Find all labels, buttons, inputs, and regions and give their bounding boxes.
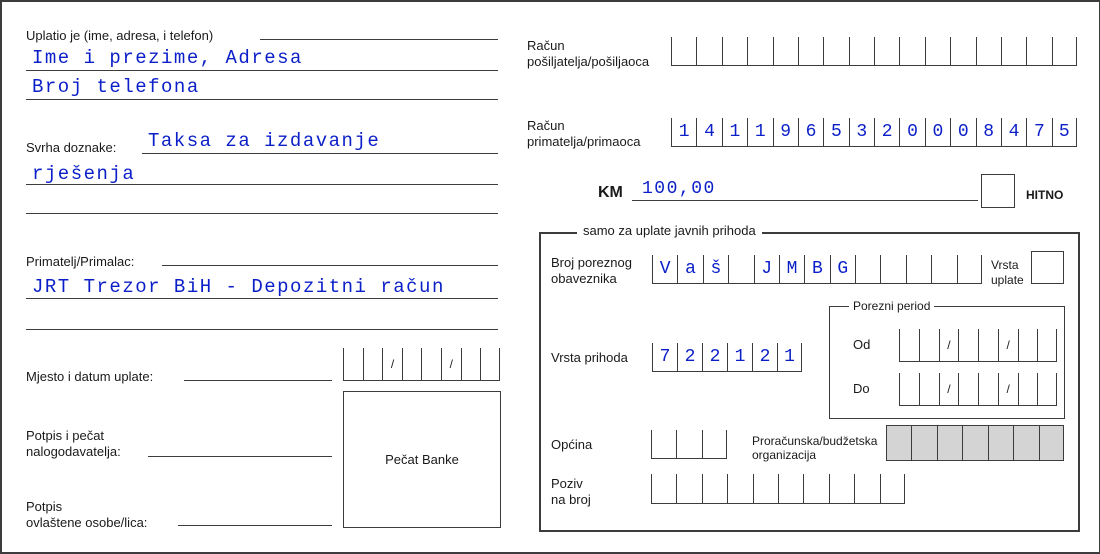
- revenue-type-cell[interactable]: 1: [777, 343, 802, 372]
- purpose-field-1[interactable]: Taksa za izdavanje: [148, 130, 381, 152]
- recipient-account-cell[interactable]: 9: [773, 118, 798, 147]
- budget-org-label-2: organizacija: [752, 448, 817, 462]
- revenue-type-cell[interactable]: 7: [652, 343, 677, 372]
- purpose-field-2[interactable]: rješenja: [32, 163, 136, 185]
- sender-account-cell[interactable]: [950, 37, 975, 66]
- revenue-type-boxes[interactable]: [652, 343, 802, 372]
- period-to-cell[interactable]: [1018, 373, 1038, 406]
- payer-phone-field[interactable]: Broj telefona: [32, 76, 200, 98]
- municipality-cell[interactable]: [651, 430, 676, 459]
- date-month-1[interactable]: [402, 348, 422, 381]
- sender-account-cell[interactable]: [899, 37, 924, 66]
- municipality-cell[interactable]: [702, 430, 727, 459]
- date-slash-1: /: [390, 357, 395, 371]
- amount-line: [632, 200, 978, 201]
- recipient-line-2: [26, 329, 498, 330]
- payer-label: Uplatio je (ime, adresa, i telefon): [26, 28, 214, 43]
- period-from-cell[interactable]: [978, 329, 998, 362]
- purpose-label: Svrha doznake:: [26, 140, 117, 155]
- recipient-account-cell[interactable]: 6: [798, 118, 823, 147]
- signature-payer-label-2: nalogodavatelja:: [26, 444, 121, 459]
- signature-payer-line: [148, 456, 332, 457]
- purpose-line-1: [142, 153, 498, 154]
- sender-account-cell[interactable]: [1001, 37, 1026, 66]
- sender-account-cell[interactable]: [798, 37, 823, 66]
- reference-cell[interactable]: [880, 474, 905, 504]
- period-from-cell[interactable]: [958, 329, 978, 362]
- payment-type-box[interactable]: [1031, 251, 1064, 284]
- recipient-account-cell[interactable]: 7: [1026, 118, 1051, 147]
- sender-account-cell[interactable]: [823, 37, 848, 66]
- period-to-cell[interactable]: [1037, 373, 1057, 406]
- recipient-account-cell[interactable]: 1: [747, 118, 772, 147]
- taxpayer-number-boxes[interactable]: [652, 255, 982, 284]
- recipient-account-boxes[interactable]: [671, 118, 1077, 147]
- reference-cell[interactable]: [803, 474, 828, 504]
- taxpayer-cell[interactable]: J: [754, 255, 779, 284]
- reference-cell[interactable]: [651, 474, 676, 504]
- period-to-cell[interactable]: [978, 373, 998, 406]
- period-to-cell[interactable]: [958, 373, 978, 406]
- recipient-account-label-1: Račun: [527, 118, 565, 133]
- place-date-line: [184, 380, 332, 381]
- reference-cell[interactable]: [676, 474, 701, 504]
- recipient-label-line: [162, 265, 498, 266]
- sender-account-cell[interactable]: [874, 37, 899, 66]
- reference-cell[interactable]: [753, 474, 778, 504]
- period-to-boxes[interactable]: [899, 373, 1057, 406]
- recipient-account-cell[interactable]: 8: [976, 118, 1001, 147]
- date-year-1[interactable]: [461, 348, 481, 381]
- budget-org-cell[interactable]: [911, 426, 936, 461]
- period-from-cell: [998, 329, 1018, 362]
- taxpayer-cell[interactable]: [880, 255, 905, 284]
- sender-account-cell[interactable]: [773, 37, 798, 66]
- period-from-slash: /: [947, 338, 951, 352]
- date-year-2[interactable]: [480, 348, 500, 381]
- payer-name-address-field[interactable]: Ime i prezime, Adresa: [32, 47, 303, 69]
- budget-org-label-1: Proračunska/budžetska: [752, 434, 878, 448]
- period-to-slash: /: [947, 382, 951, 396]
- reference-cell[interactable]: [829, 474, 854, 504]
- period-from-cell[interactable]: [1018, 329, 1038, 362]
- period-from-cell: [939, 329, 959, 362]
- sender-account-cell[interactable]: [849, 37, 874, 66]
- recipient-account-cell[interactable]: 1: [722, 118, 747, 147]
- revenue-type-cell[interactable]: 1: [727, 343, 752, 372]
- municipality-boxes[interactable]: [651, 430, 727, 459]
- taxpayer-cell[interactable]: [906, 255, 931, 284]
- recipient-account-label-2: primatelja/primaoca: [527, 134, 641, 149]
- date-day-2[interactable]: [363, 348, 383, 381]
- sender-account-cell[interactable]: [696, 37, 721, 66]
- taxpayer-cell[interactable]: š: [703, 255, 728, 284]
- taxpayer-cell[interactable]: V: [652, 255, 677, 284]
- taxpayer-cell[interactable]: M: [779, 255, 804, 284]
- recipient-account-cell[interactable]: 5: [1052, 118, 1077, 147]
- urgent-checkbox[interactable]: [981, 174, 1015, 208]
- public-revenue-legend: samo za uplate javnih prihoda: [577, 223, 762, 239]
- budget-org-cell[interactable]: [988, 426, 1013, 461]
- signature-payer-label-1: Potpis i pečat: [26, 428, 105, 443]
- amount-field[interactable]: 100,00: [642, 179, 716, 199]
- reference-cell[interactable]: [778, 474, 803, 504]
- budget-org-cell[interactable]: [937, 426, 962, 461]
- date-boxes[interactable]: [343, 348, 500, 381]
- payment-type-label-2: uplate: [991, 273, 1024, 287]
- taxpayer-label-2: obaveznika: [551, 271, 617, 286]
- reference-cell[interactable]: [702, 474, 727, 504]
- recipient-account-cell[interactable]: 4: [1001, 118, 1026, 147]
- sender-account-cell[interactable]: [925, 37, 950, 66]
- payer-line-2: [26, 99, 498, 100]
- reference-label-2: na broj: [551, 492, 591, 507]
- municipality-label: Općina: [551, 437, 593, 452]
- revenue-type-cell[interactable]: 2: [702, 343, 727, 372]
- taxpayer-cell[interactable]: [855, 255, 880, 284]
- period-from-label: Od: [853, 337, 871, 352]
- period-from-boxes[interactable]: [899, 329, 1057, 362]
- place-date-label: Mjesto i datum uplate:: [26, 369, 154, 384]
- date-month-2[interactable]: [421, 348, 441, 381]
- reference-cell[interactable]: [854, 474, 879, 504]
- recipient-account-cell[interactable]: 5: [823, 118, 848, 147]
- taxpayer-cell[interactable]: a: [677, 255, 702, 284]
- recipient-field[interactable]: JRT Trezor BiH - Depozitni račun: [32, 276, 445, 298]
- sender-account-cell[interactable]: [722, 37, 747, 66]
- sender-account-label-1: Račun: [527, 38, 565, 53]
- recipient-line-1: [26, 298, 498, 299]
- municipality-cell[interactable]: [676, 430, 701, 459]
- taxpayer-cell[interactable]: [957, 255, 982, 284]
- recipient-account-cell[interactable]: 1: [671, 118, 696, 147]
- period-to-cell[interactable]: [919, 373, 939, 406]
- revenue-type-label: Vrsta prihoda: [551, 350, 628, 365]
- sender-account-cell[interactable]: [1052, 37, 1077, 66]
- bank-stamp-label: Pečat Banke: [385, 452, 459, 467]
- period-from-cell[interactable]: [899, 329, 919, 362]
- tax-period-legend: Porezni period: [849, 298, 934, 314]
- urgent-label: HITNO: [1026, 188, 1064, 202]
- revenue-type-cell[interactable]: 2: [677, 343, 702, 372]
- bank-stamp-box: [343, 391, 501, 528]
- currency-label: KM: [598, 184, 623, 201]
- payer-label-line: [260, 39, 498, 40]
- purpose-line-2: [26, 184, 498, 185]
- purpose-line-3: [26, 213, 498, 214]
- recipient-label: Primatelj/Primalac:: [26, 254, 135, 269]
- taxpayer-label-1: Broj poreznog: [551, 255, 632, 270]
- reference-number-boxes[interactable]: [651, 474, 905, 504]
- taxpayer-cell[interactable]: B: [804, 255, 829, 284]
- reference-label-1: Poziv: [551, 476, 583, 491]
- taxpayer-cell[interactable]: [728, 255, 753, 284]
- sender-account-label-2: pošiljatelja/pošiljaoca: [527, 54, 650, 69]
- sender-account-boxes[interactable]: [671, 37, 1077, 66]
- recipient-account-cell[interactable]: 4: [696, 118, 721, 147]
- signature-official-label-1: Potpis: [26, 499, 63, 514]
- budget-org-cell[interactable]: [962, 426, 987, 461]
- period-to-cell: [998, 373, 1018, 406]
- recipient-account-cell[interactable]: 0: [925, 118, 950, 147]
- recipient-account-cell[interactable]: 0: [899, 118, 924, 147]
- sender-account-cell[interactable]: [1026, 37, 1051, 66]
- taxpayer-cell[interactable]: G: [830, 255, 855, 284]
- period-to-cell: [939, 373, 959, 406]
- period-from-slash: /: [1006, 338, 1010, 352]
- date-sep-2: [441, 348, 461, 381]
- period-to-slash: /: [1006, 382, 1010, 396]
- signature-official-line: [178, 525, 332, 526]
- recipient-account-cell[interactable]: 3: [849, 118, 874, 147]
- date-slash-2: /: [449, 357, 453, 371]
- period-to-label: Do: [853, 381, 870, 396]
- signature-official-label-2: ovlaštene osobe/lica:: [26, 515, 148, 530]
- payment-type-label-1: Vrsta: [991, 258, 1019, 272]
- budget-org-cell[interactable]: [1013, 426, 1038, 461]
- taxpayer-cell[interactable]: [931, 255, 956, 284]
- date-day-1[interactable]: [343, 348, 363, 381]
- sender-account-cell[interactable]: [671, 37, 696, 66]
- payer-line-1: [26, 70, 498, 71]
- budget-org-cell[interactable]: [1039, 426, 1064, 461]
- reference-cell[interactable]: [727, 474, 752, 504]
- recipient-account-cell[interactable]: 2: [874, 118, 899, 147]
- period-from-cell[interactable]: [1037, 329, 1057, 362]
- sender-account-cell[interactable]: [747, 37, 772, 66]
- revenue-type-cell[interactable]: 2: [752, 343, 777, 372]
- recipient-account-cell[interactable]: 0: [950, 118, 975, 147]
- sender-account-cell[interactable]: [976, 37, 1001, 66]
- budget-org-cell[interactable]: [886, 426, 911, 461]
- period-from-cell[interactable]: [919, 329, 939, 362]
- budget-org-boxes[interactable]: [886, 425, 1064, 461]
- period-to-cell[interactable]: [899, 373, 919, 406]
- date-sep-1: [382, 348, 402, 381]
